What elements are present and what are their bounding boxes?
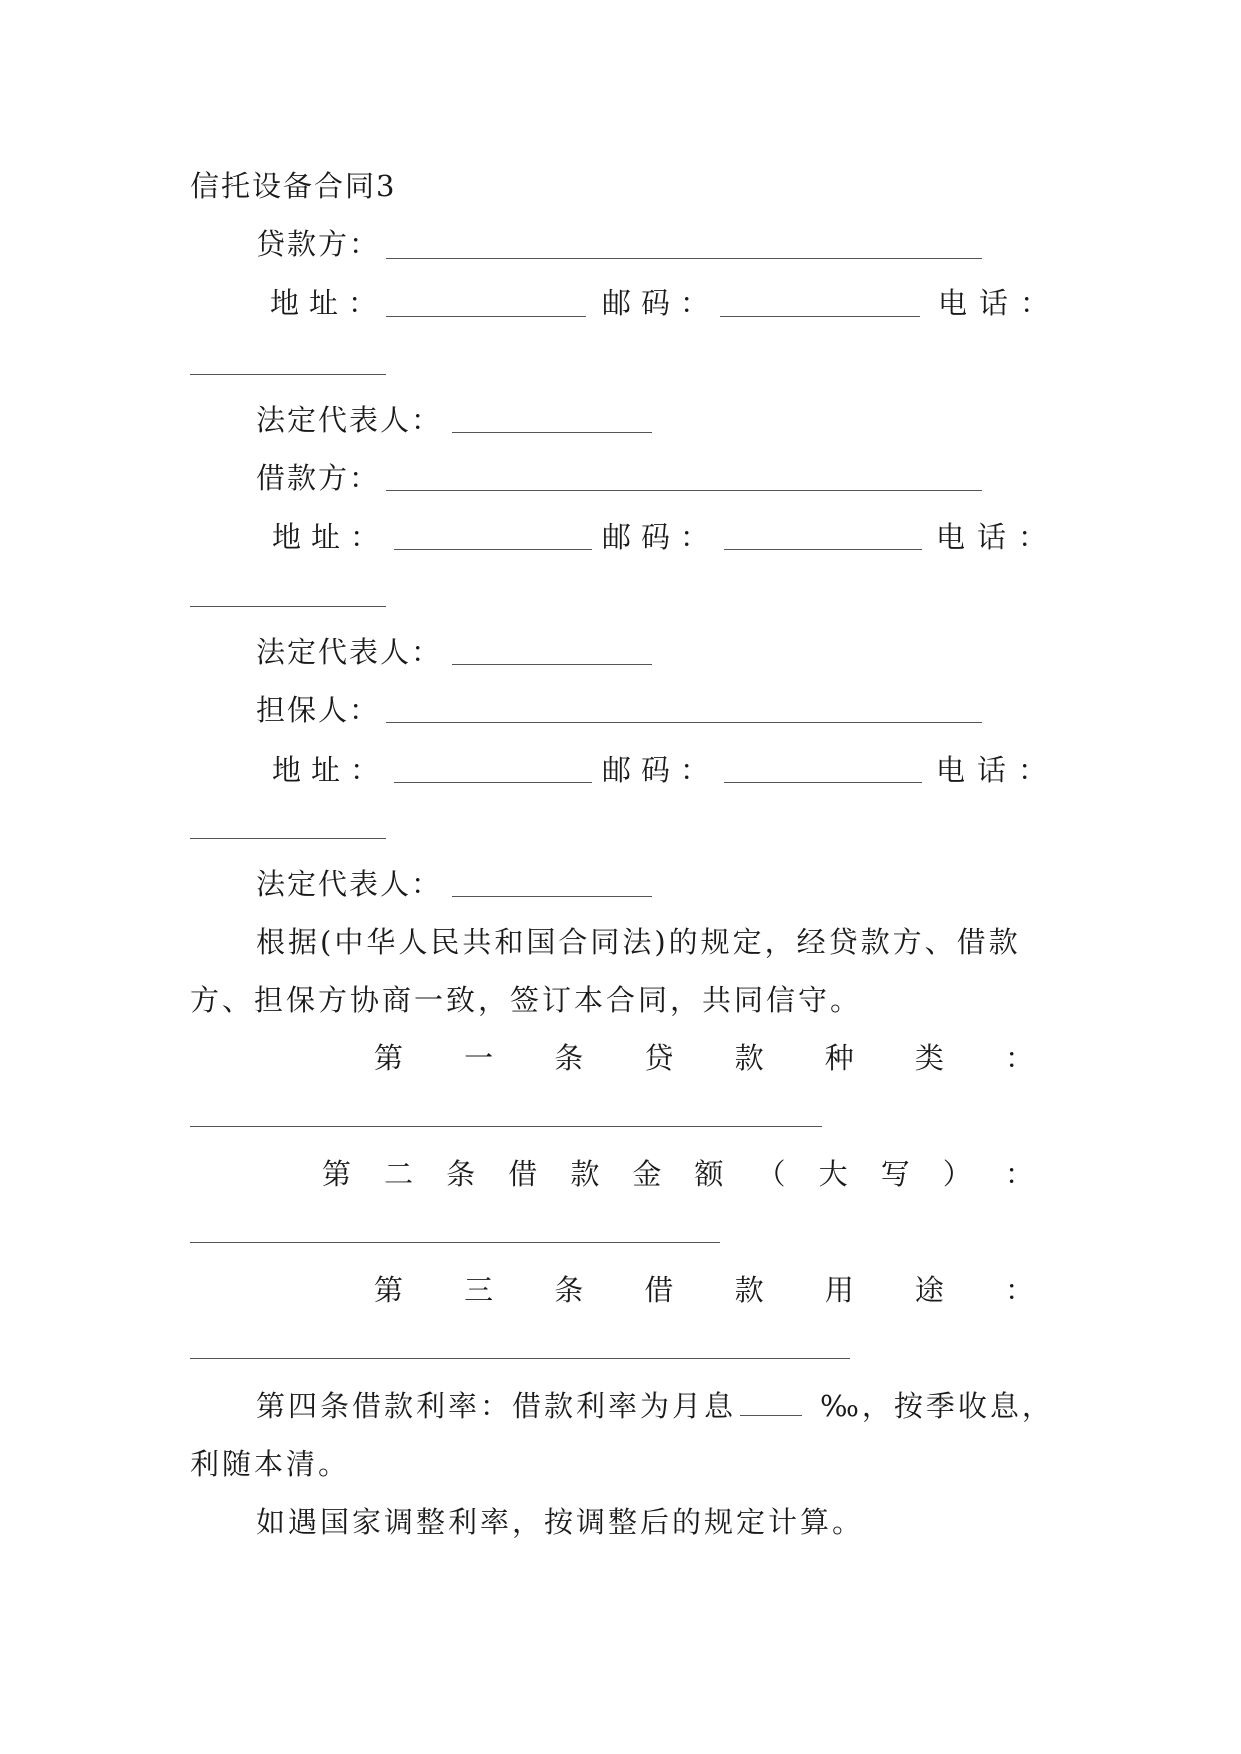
article-1-char: 一 xyxy=(464,1041,494,1075)
borrower-label: 借款方： xyxy=(256,461,381,495)
article-3-char: 第 xyxy=(374,1273,404,1307)
article-3-char: 途 xyxy=(914,1273,944,1307)
article-2-blank[interactable] xyxy=(190,1242,720,1243)
interest-rate-blank[interactable] xyxy=(740,1414,802,1416)
article-2-heading xyxy=(322,1154,1034,1194)
lender-rep-blank[interactable] xyxy=(452,432,652,433)
article-2-char: 大 xyxy=(818,1157,848,1191)
article-3-char: 三 xyxy=(464,1273,494,1307)
article-2-char: 借 xyxy=(508,1157,538,1191)
borrower-rep-blank[interactable] xyxy=(452,664,652,665)
article-4-line-2: 利随本清。 xyxy=(190,1447,351,1481)
lender-label: 贷款方： xyxy=(256,227,381,261)
lender-address-label: 地址： xyxy=(270,286,388,320)
article-2-char: 第 xyxy=(322,1157,352,1191)
article-4-text-a: 第四条借款利率：借款利率为月息 xyxy=(256,1389,737,1423)
lender-phone-label xyxy=(938,283,1062,323)
article-3-char: 借 xyxy=(644,1273,674,1307)
article-4-text-b: ‰，按季收息， xyxy=(820,1389,1054,1423)
borrower-postcode-label: 邮码： xyxy=(602,520,720,554)
article-3-char: 用 xyxy=(824,1273,854,1307)
borrower-phone-blank[interactable] xyxy=(190,606,386,607)
article-2-char: 条 xyxy=(446,1157,476,1191)
article-1-char: 第 xyxy=(374,1041,404,1075)
lender-phone-text: 电话： xyxy=(938,286,1062,320)
article-2-char: 二 xyxy=(384,1157,414,1191)
article-3-char: 款 xyxy=(734,1273,764,1307)
borrower-address-blank[interactable] xyxy=(394,549,592,550)
article-1-char: 贷 xyxy=(644,1041,674,1075)
guarantor-address-label: 地址： xyxy=(272,753,390,787)
guarantor-name-blank[interactable] xyxy=(386,722,982,723)
guarantor-rep-label: 法定代表人： xyxy=(256,867,443,901)
document-title: 信托设备合同3 xyxy=(190,169,397,203)
borrower-name-blank[interactable] xyxy=(386,490,982,491)
article-2-char: （ xyxy=(756,1157,786,1191)
borrower-rep-label: 法定代表人： xyxy=(256,635,443,669)
lender-rep-label: 法定代表人： xyxy=(256,403,443,437)
article-3-heading xyxy=(374,1270,1034,1310)
lender-postcode-blank[interactable] xyxy=(720,316,920,317)
borrower-phone-label: 电话： xyxy=(936,520,1060,554)
article-2-char: 写 xyxy=(880,1157,910,1191)
guarantor-postcode-blank[interactable] xyxy=(724,782,922,783)
lender-name-blank[interactable] xyxy=(386,258,982,259)
article-2-char: 额 xyxy=(694,1157,724,1191)
article-2-char: 款 xyxy=(570,1157,600,1191)
guarantor-postcode-label: 邮码： xyxy=(602,753,720,787)
article-2-char: ： xyxy=(1004,1157,1034,1191)
lender-address-blank[interactable] xyxy=(386,316,586,317)
preamble-line-2: 方、担保方协商一致，签订本合同，共同信守。 xyxy=(190,983,863,1017)
lender-postcode-label: 邮码： xyxy=(602,286,720,320)
article-3-blank[interactable] xyxy=(190,1358,850,1359)
article-1-blank[interactable] xyxy=(190,1126,822,1127)
article-1-char: 款 xyxy=(734,1041,764,1075)
article-2-char: ） xyxy=(942,1157,972,1191)
article-3-char: ： xyxy=(1004,1273,1034,1307)
borrower-address-label: 地址： xyxy=(272,520,390,554)
guarantor-label: 担保人： xyxy=(256,693,381,727)
borrower-postcode-blank[interactable] xyxy=(724,549,922,550)
guarantor-address-blank[interactable] xyxy=(394,782,592,783)
article-3-char: 条 xyxy=(554,1273,584,1307)
rate-adjustment-clause: 如遇国家调整利率，按调整后的规定计算。 xyxy=(256,1505,865,1539)
article-1-char: 类 xyxy=(914,1041,944,1075)
article-1-char: 种 xyxy=(824,1041,854,1075)
article-1-char: 条 xyxy=(554,1041,584,1075)
article-1-char: ： xyxy=(1004,1041,1034,1075)
guarantor-phone-label: 电话： xyxy=(936,753,1060,787)
preamble-line-1: 根据(中华人民共和国合同法)的规定，经贷款方、借款 xyxy=(256,925,1021,959)
guarantor-rep-blank[interactable] xyxy=(452,896,652,897)
article-2-char: 金 xyxy=(632,1157,662,1191)
article-1-heading xyxy=(374,1038,1034,1078)
guarantor-phone-blank[interactable] xyxy=(190,838,386,839)
article-4-line-1 xyxy=(256,1386,1054,1426)
lender-phone-blank[interactable] xyxy=(190,374,386,375)
